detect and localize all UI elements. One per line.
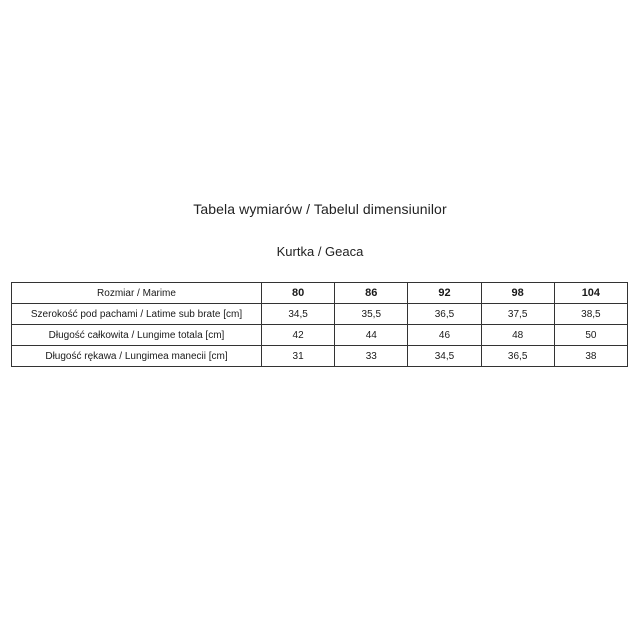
table-value-cell: 48 [481,325,554,346]
table-row-total-length [12,325,628,346]
size-header-cell: 104 [554,283,627,304]
table-header-row [12,283,628,304]
table-value-cell: 38,5 [554,304,627,325]
table-value-cell: 31 [262,346,335,367]
table-value-cell: 34,5 [262,304,335,325]
table-value-cell: 38 [554,346,627,367]
row-label-cell: Długość rękawa / Lungimea manecii [cm] [12,346,262,367]
table-value-cell: 44 [335,325,408,346]
table-value-cell: 35,5 [335,304,408,325]
table-row-chest-width [12,304,628,325]
table-value-cell: 37,5 [481,304,554,325]
table-value-cell: 42 [262,325,335,346]
table-value-cell: 46 [408,325,481,346]
table-value-cell: 50 [554,325,627,346]
product-subtitle: Kurtka / Geaca [276,244,364,259]
size-header-cell: 92 [408,283,481,304]
header-label-cell: Rozmiar / Marime [12,283,262,304]
table-value-cell: 34,5 [408,346,481,367]
size-chart-table [11,282,628,367]
page-title: Tabela wymiarów / Tabelul dimensiunilor [193,201,447,217]
row-label-cell: Szerokość pod pachami / Latime sub brate [cm] [12,304,262,325]
table-value-cell: 33 [335,346,408,367]
size-header-cell: 98 [481,283,554,304]
table-value-cell: 36,5 [481,346,554,367]
row-label-cell: Długość całkowita / Lungime totala [cm] [12,325,262,346]
table-row-sleeve-length [12,346,628,367]
size-header-cell: 80 [262,283,335,304]
size-header-cell: 86 [335,283,408,304]
table-value-cell: 36,5 [408,304,481,325]
